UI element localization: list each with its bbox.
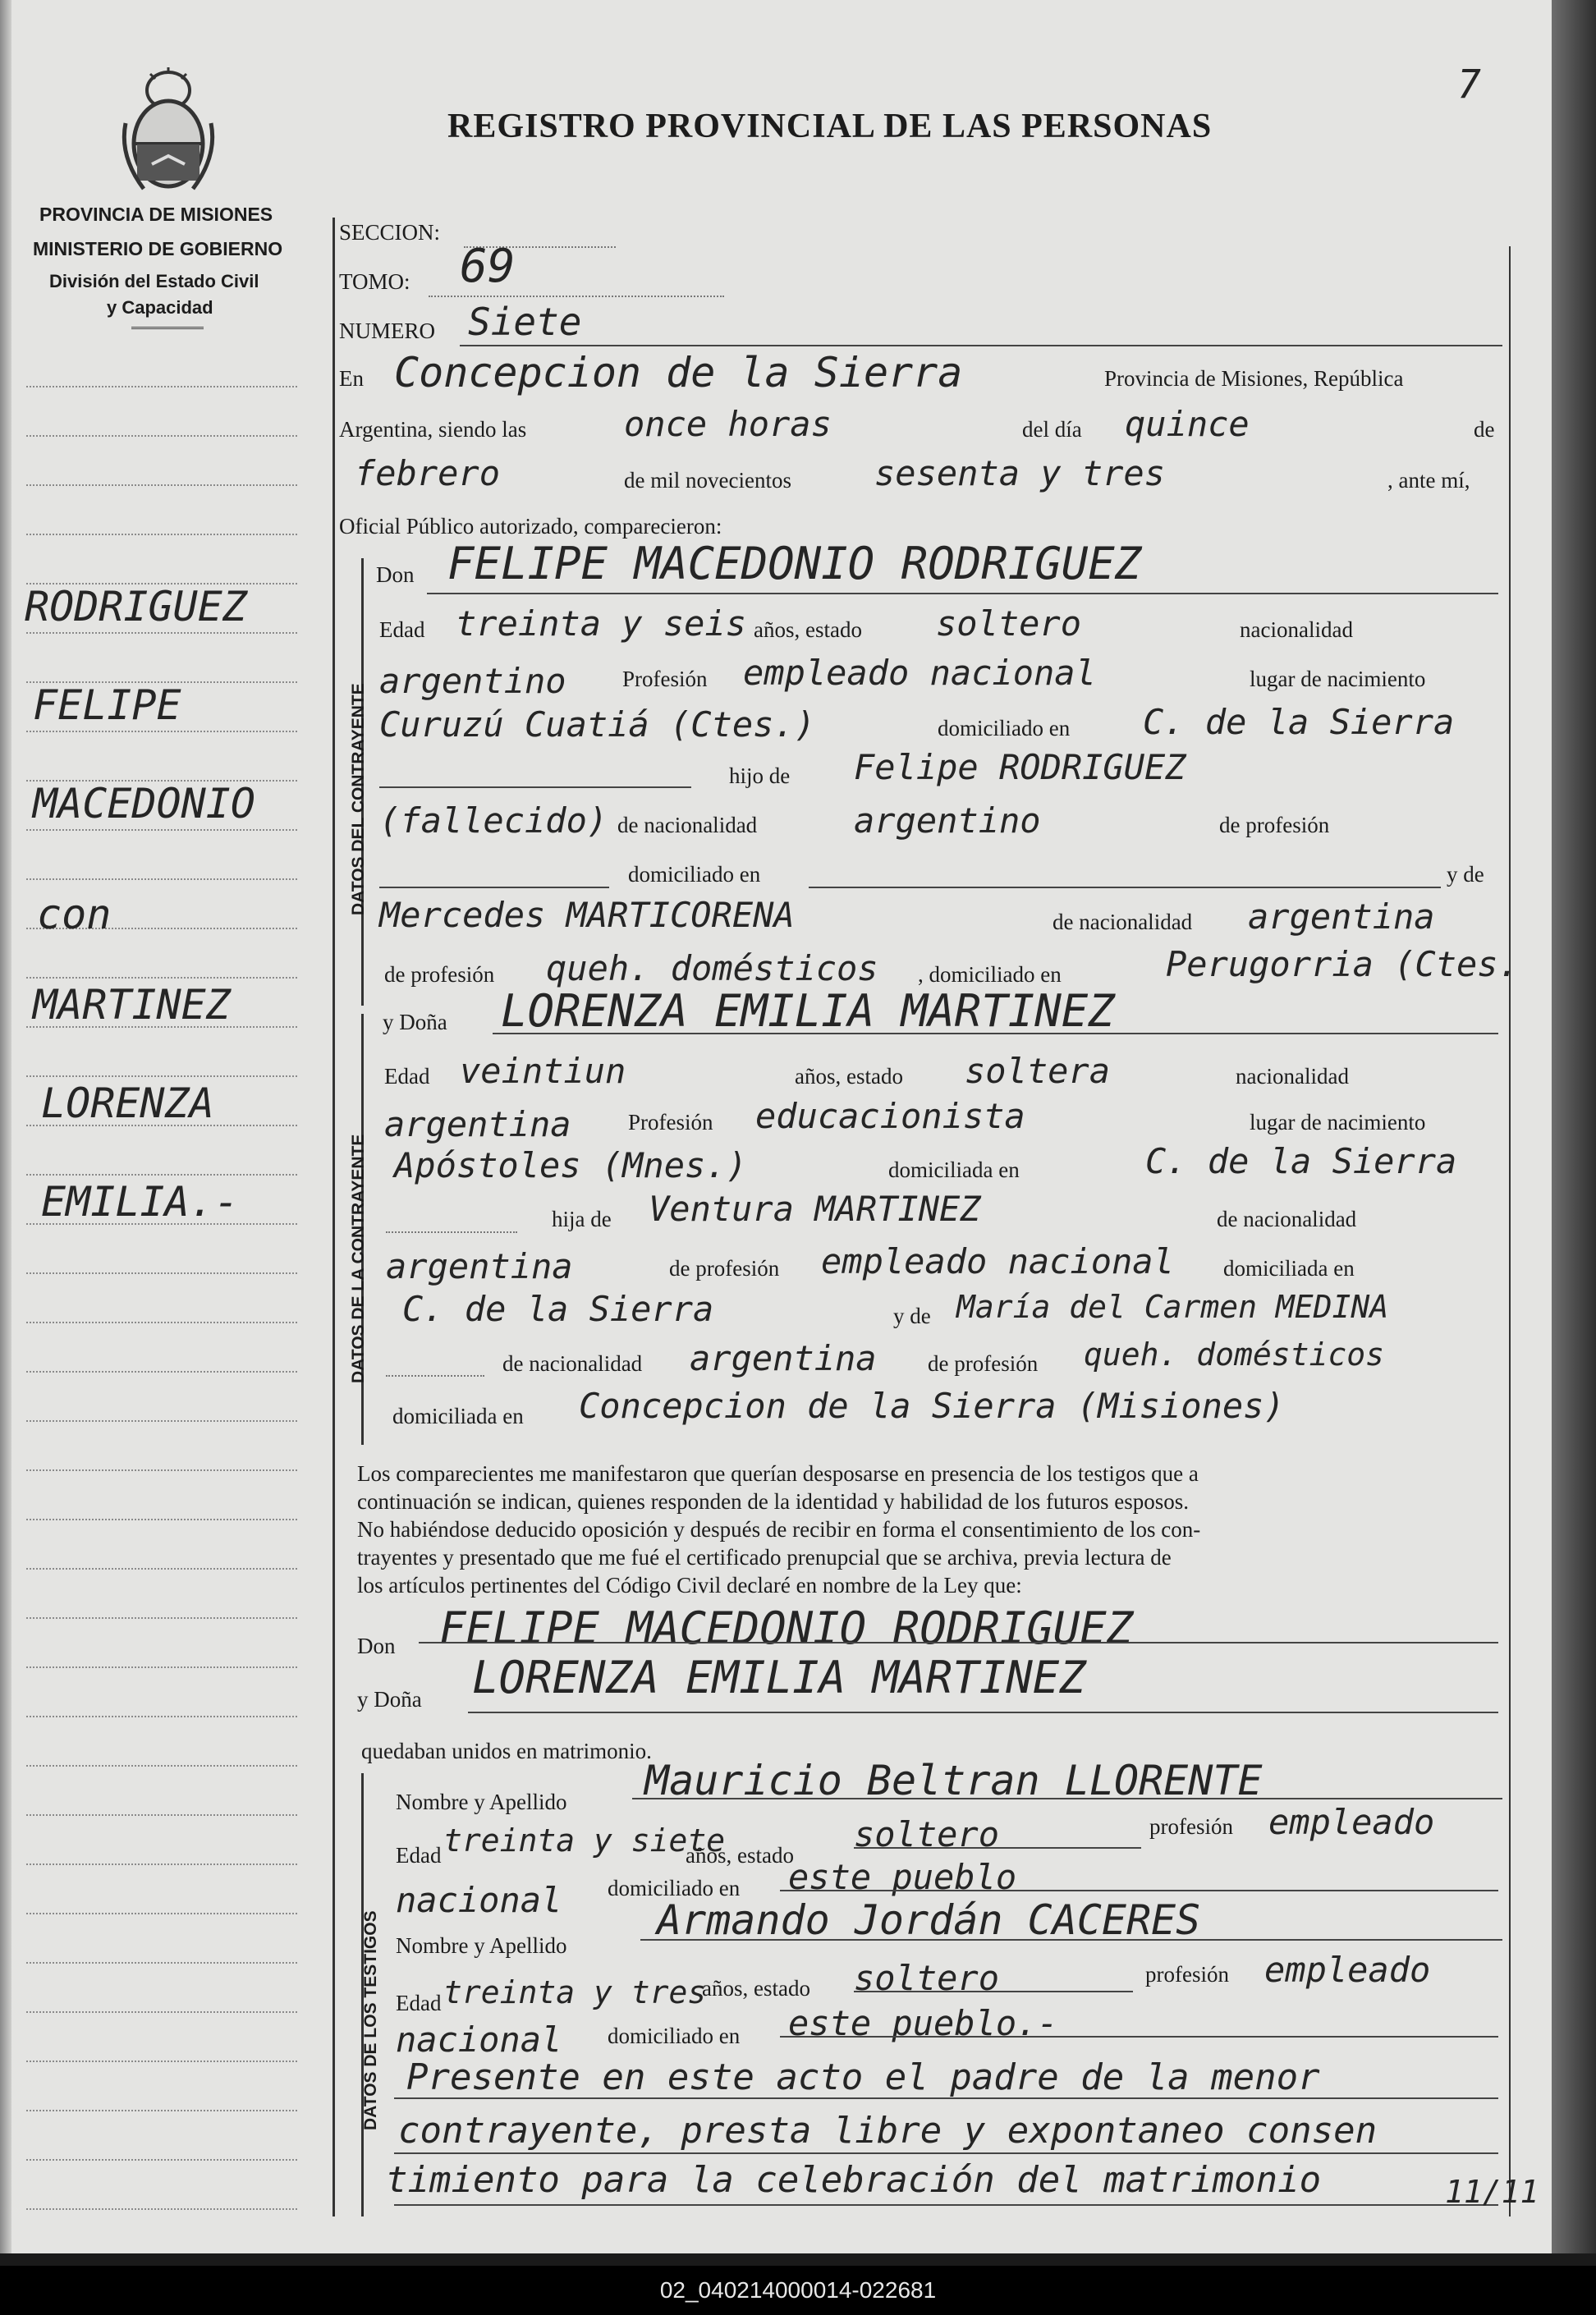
bride-mother-nac-label: de nacionalidad: [502, 1351, 643, 1376]
groom-father-nationality: argentino: [854, 800, 1041, 841]
month-value: febrero: [355, 453, 501, 493]
header-underline: [131, 327, 204, 329]
bride-lugar-label: lugar de nacimiento: [1250, 1110, 1426, 1135]
bride-mother-dom-label: domiciliada en: [392, 1404, 524, 1428]
w2-estado-line: [854, 1991, 1133, 1992]
province-label: PROVINCIA DE MISIONES: [39, 204, 273, 225]
margin-name-2: FELIPE: [33, 681, 181, 729]
decl-dona-label: y Doña: [357, 1687, 422, 1712]
w1-dom-line: [780, 1890, 1498, 1891]
w2-dom-label: domiciliado en: [608, 2024, 741, 2048]
bride-father-domicile: C. de la Sierra: [402, 1289, 714, 1329]
groom-father-status: (fallecido): [379, 800, 608, 841]
w1-age: treinta y siete: [443, 1822, 726, 1859]
w1-estado-line: [854, 1847, 1141, 1849]
groom-father-pre-line: [379, 887, 609, 888]
right-column-rule: [1509, 246, 1511, 2216]
bride-name: LORENZA EMILIA MARTINEZ: [501, 985, 1115, 1037]
bride-father-prof-label: de profesión: [669, 1256, 780, 1281]
bride-name-line: [493, 1033, 1498, 1034]
tomo-value: 69: [460, 240, 516, 293]
bride-father-profession: empleado nacional: [821, 1241, 1174, 1281]
groom-profession: empleado nacional: [743, 653, 1096, 693]
bride-age: veintiun: [460, 1051, 626, 1091]
margin-name-6: LORENZA: [41, 1080, 214, 1127]
del-dia-label: del día: [1022, 417, 1082, 442]
unidos-text: quedaban unidos en matrimonio.: [361, 1739, 652, 1763]
bride-mother-nationality: argentina: [690, 1338, 877, 1378]
numero-label: NUMERO: [339, 319, 436, 343]
margin-name-5: MARTINEZ: [33, 981, 231, 1029]
w1-prof-label: profesión: [1149, 1814, 1233, 1839]
day-value: quince: [1125, 404, 1250, 444]
w1-domicile: este pueblo: [788, 1857, 1017, 1897]
declaration-line-3: No habiéndose deducido oposición y después de recibir en forma el consentimiento de los con-: [357, 1517, 1201, 1542]
groom-father-nac-label: de nacionalidad: [617, 813, 758, 837]
w1-nombre-label: Nombre y Apellido: [396, 1790, 567, 1814]
en-label: En: [339, 366, 364, 391]
declaration-line-1: Los comparecientes me manifestaron que querían desposarse en presencia de los testigos que a: [357, 1461, 1199, 1486]
witness-side-label: DATOS DE LOS TESTIGOS: [361, 1910, 380, 2130]
w2-anos-label: años, estado: [702, 1976, 810, 2001]
note-line-2: contrayente, presta libre y expontaneo consen: [398, 2110, 1378, 2152]
bride-father-dom-label: domiciliada en: [1223, 1256, 1355, 1281]
groom-prof-label: Profesión: [622, 667, 708, 691]
w2-domicile: este pueblo.-: [788, 2003, 1058, 2043]
groom-hijo-label: hijo de: [729, 763, 791, 788]
w1-profession-2: nacional: [396, 1880, 562, 1920]
groom-father: Felipe RODRIGUEZ: [854, 747, 1186, 787]
decl-bride-name: LORENZA EMILIA MARTINEZ: [472, 1652, 1086, 1703]
division-label: División del Estado Civil: [49, 271, 259, 291]
note-line-1: Presente en este acto el padre de la menor: [406, 2056, 1320, 2098]
groom-mother-prof-label: de profesión: [384, 962, 495, 987]
groom-lugar-label: lugar de nacimiento: [1250, 667, 1426, 691]
note-line-3: timiento para la celebración del matrimonio: [386, 2159, 1322, 2201]
w1-name: Mauricio Beltran LLORENTE: [644, 1757, 1263, 1804]
bride-mother: María del Carmen MEDINA: [956, 1289, 1389, 1325]
place-value: Concepcion de la Sierra: [394, 349, 963, 397]
ministry-label: MINISTERIO DE GOBIERNO: [33, 238, 283, 259]
bride-mother-pre-line: [386, 1375, 484, 1377]
bride-nationality: argentina: [384, 1104, 571, 1144]
groom-father-prof-label: de profesión: [1219, 813, 1330, 837]
bride-dom-label: domiciliada en: [888, 1158, 1020, 1182]
w2-prof-label: profesión: [1145, 1962, 1229, 1987]
oficial-text: Oficial Público autorizado, comparecieron:: [339, 514, 722, 539]
groom-mother: Mercedes MARTICORENA: [379, 895, 795, 935]
groom-y-de-label: y de: [1447, 862, 1484, 887]
groom-estado: soltero: [936, 603, 1082, 644]
note-rule-1: [394, 2097, 1498, 2099]
w1-dom-label: domiciliado en: [608, 1876, 741, 1900]
bride-mother-profession: queh. domésticos: [1084, 1336, 1385, 1373]
margin-name-7: EMILIA.-: [41, 1178, 239, 1226]
page-mark: 11/11: [1445, 2174, 1539, 2210]
provincia-text: Provincia de Misiones, República: [1104, 366, 1404, 391]
groom-nationality: argentino: [379, 661, 566, 701]
tomo-label: TOMO:: [339, 269, 410, 294]
numero-line: [460, 345, 1502, 346]
groom-mother-nationality: argentina: [1248, 896, 1435, 937]
bride-father-nac-label: de nacionalidad: [1217, 1207, 1357, 1231]
mil-text: de mil novecientos: [624, 468, 791, 493]
bride-y-de-label: y de: [893, 1304, 931, 1328]
groom-dom-label: domiciliado en: [938, 716, 1071, 740]
w2-edad-label: Edad: [396, 1991, 442, 2015]
coat-of-arms-icon: [119, 66, 218, 201]
note-rule-3: [394, 2204, 1498, 2206]
w1-anos-label: años, estado: [686, 1843, 794, 1868]
argentina-text: Argentina, siendo las: [339, 417, 527, 442]
groom-mother-profession: queh. domésticos: [546, 948, 878, 988]
ante-mi-text: , ante mí,: [1387, 468, 1470, 493]
groom-father-dom-line: [809, 887, 1441, 888]
bride-nac-label: nacionalidad: [1236, 1064, 1349, 1089]
groom-name-line: [427, 593, 1498, 594]
image-caption: 02_040214000014-022681: [0, 2266, 1596, 2315]
bride-mother-domicile: Concepcion de la Sierra (Misiones): [579, 1386, 1285, 1426]
bride-estado: soltera: [965, 1051, 1111, 1091]
groom-hijo-pre-line: [379, 786, 691, 788]
bride-birthplace: Apóstoles (Mnes.): [394, 1145, 747, 1185]
w2-age: treinta y tres: [443, 1974, 707, 2010]
groom-age: treinta y seis: [456, 603, 747, 644]
groom-birthplace: Curuzú Cuatiá (Ctes.): [379, 704, 816, 745]
groom-mother-nac-label: de nacionalidad: [1053, 910, 1193, 934]
w2-name: Armando Jordán CACERES: [657, 1896, 1201, 1944]
groom-mother-domicile: Perugorria (Ctes.: [1166, 944, 1519, 984]
binding-edge: [0, 0, 11, 2253]
seccion-label: SECCION:: [339, 220, 441, 245]
groom-mother-dom-label: , domiciliado en: [918, 962, 1062, 987]
bride-domicile: C. de la Sierra: [1145, 1141, 1457, 1181]
w1-name-line: [632, 1798, 1502, 1799]
bride-mother-prof-label: de profesión: [928, 1351, 1039, 1376]
groom-side-label: DATOS DEL CONTRAYENTE: [349, 683, 368, 915]
declaration-line-5: los artículos pertinentes del Código Civil declaré en nombre de la Ley que:: [357, 1573, 1022, 1598]
decl-groom-line: [419, 1642, 1498, 1643]
de-label: de: [1474, 417, 1495, 442]
w1-estado: soltero: [854, 1814, 1000, 1854]
page-title: REGISTRO PROVINCIAL DE LAS PERSONAS: [447, 108, 1213, 145]
year-value: sesenta y tres: [874, 453, 1166, 493]
margin-name-4: con: [37, 891, 112, 938]
bride-profession: educacionista: [755, 1096, 1025, 1136]
bride-prof-label: Profesión: [628, 1110, 713, 1135]
bride-edad-label: Edad: [384, 1064, 430, 1089]
bride-hija-label: hija de: [552, 1207, 612, 1231]
w2-profession-1: empleado: [1264, 1950, 1431, 1990]
declaration-line-4: trayentes y presentado que me fué el certificado prenupcial que se archiva, previa lectura de: [357, 1545, 1172, 1570]
decl-groom-name: FELIPE MACEDONIO RODRIGUEZ: [439, 1602, 1134, 1654]
w1-edad-label: Edad: [396, 1843, 442, 1868]
note-rule-2: [394, 2152, 1498, 2154]
margin-name-3: MACEDONIO: [33, 780, 255, 827]
w2-estado: soltero: [854, 1958, 1000, 1998]
w2-dom-line: [780, 2036, 1498, 2038]
numero-value: Siete: [468, 300, 582, 344]
groom-edad-label: Edad: [379, 617, 425, 642]
hour-value: once horas: [624, 404, 832, 444]
groom-don-label: Don: [376, 562, 415, 587]
w1-profession-1: empleado: [1268, 1802, 1435, 1842]
groom-name: FELIPE MACEDONIO RODRIGUEZ: [447, 538, 1142, 589]
groom-domicile: C. de la Sierra: [1143, 702, 1455, 742]
book-spine: [1552, 0, 1596, 2253]
tomo-line: [429, 296, 724, 297]
decl-bride-line: [468, 1712, 1498, 1713]
decl-don-label: Don: [357, 1634, 396, 1658]
main-column-rule: [332, 218, 335, 2216]
bride-father: Ventura MARTINEZ: [649, 1189, 981, 1229]
w2-nombre-label: Nombre y Apellido: [396, 1933, 567, 1958]
w2-profession-2: nacional: [396, 2019, 562, 2060]
capacity-label: y Capacidad: [107, 297, 213, 318]
bride-dona-label: y Doña: [383, 1010, 447, 1034]
groom-anos-label: años, estado: [754, 617, 862, 642]
bride-father-nationality: argentina: [386, 1246, 573, 1286]
declaration-line-2: continuación se indican, quienes responden de la identidad y habilidad de los futuros esposos.: [357, 1489, 1190, 1514]
bride-side-label: DATOS DE LA CONTRAYENTE: [349, 1134, 368, 1383]
bride-anos-label: años, estado: [795, 1064, 903, 1089]
groom-nac-label: nacionalidad: [1240, 617, 1353, 642]
groom-father-dom-label: domiciliado en: [628, 862, 761, 887]
bride-hija-pre-line: [386, 1231, 517, 1233]
w2-name-line: [640, 1939, 1502, 1941]
page-number: 7: [1457, 62, 1481, 108]
margin-name-1: RODRIGUEZ: [25, 583, 247, 630]
